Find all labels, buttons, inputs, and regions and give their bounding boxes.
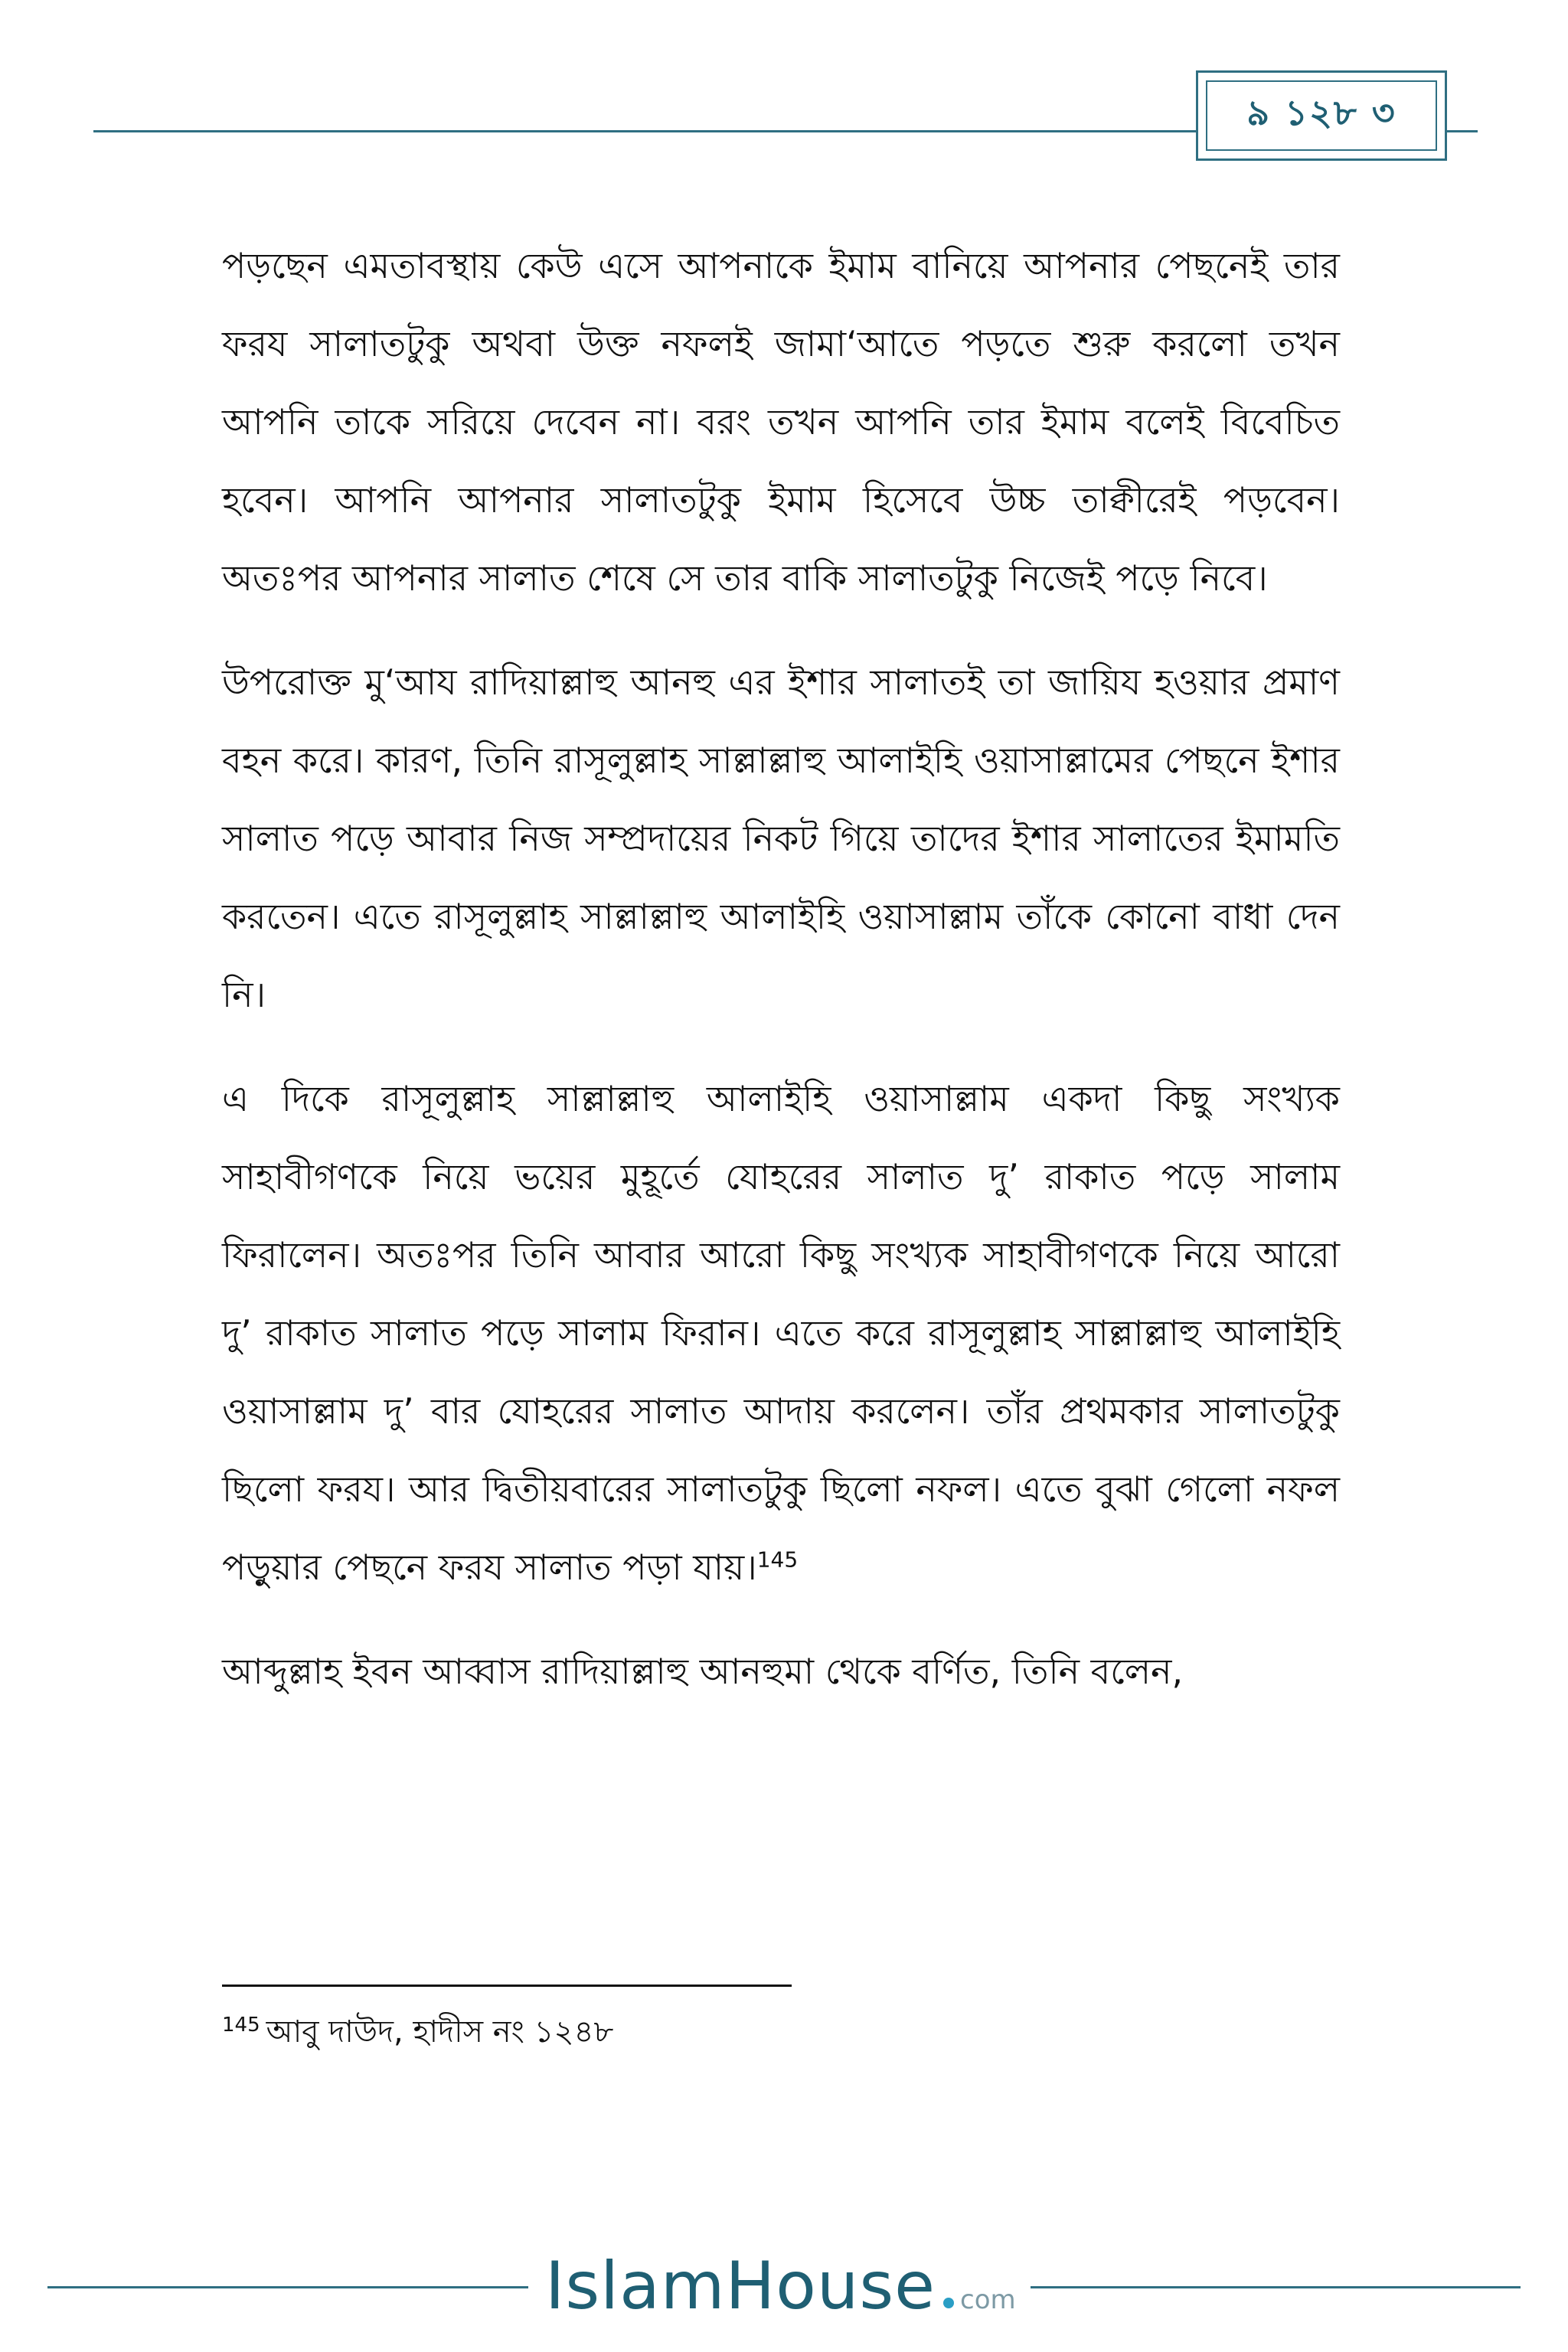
- paragraph-3-text: এ দিকে রাসূলুল্লাহ সাল্লাল্লাহু আলাইহি ওয়াসাল্লাম একদা কিছু সংখ্যক সাহাবীগণকে নিয়ে ভয়ের মুহূর্তে যোহরের সালাত দু’ রাকাত পড়ে সালাম ফিরালেন। অতঃপর তিনি আবার আরো কিছু সংখ্যক সাহাবীগণকে নিয়ে আরো দু’ রাকাত সালাত পড়ে সালাম ফিরান। এতে করে রাসূলুল্লাহ সাল্লাল্লাহু আলাইহি ওয়াসাল্লাম দু’ বার যোহরের সালাত আদায় করলেন। তাঁর প্রথমকার সালাতটুকু ছিলো ফরয। আর দ্বিতীয়বারের সালাতটুকু ছিলো নফল। এতে বুঝা গেলো নফল পড়ুয়ার পেছনে ফরয সালাত পড়া যায়।: [222, 1078, 1340, 1588]
- logo-dot-icon: [943, 2298, 954, 2308]
- footer-rule-left: [47, 2286, 528, 2288]
- paragraph-2: উপরোক্ত মু‘আয রাদিয়াল্লাহু আনহু এর ইশার সালাতই তা জায়িয হওয়ার প্রমাণ বহন করে। কারণ, তিনি রাসূলুল্লাহ সাল্লাল্লাহু আলাইহি ওয়াসাল্লামের পেছনে ইশার সালাত পড়ে আবার নিজ সম্প্রদায়ের নিকট গিয়ে তাদের ইশার সালাতের ইমামতি করতেন। এতে রাসূলুল্লাহ সাল্লাল্লাহু আলাইহি ওয়াসাল্লাম তাঁকে কোনো বাধা দেন নি।: [222, 662, 1340, 1015]
- page-number-frame: [1196, 70, 1447, 161]
- page-number: ৯ ১২৮ ৩: [1246, 92, 1396, 133]
- body-text: [222, 227, 1340, 1736]
- footnote-number: 145: [222, 2013, 260, 2037]
- footnote: [222, 2009, 613, 2055]
- footnote-reference[interactable]: 145: [756, 1547, 799, 1573]
- header-rule-right: [1447, 130, 1478, 132]
- logo-suffix: com: [960, 2285, 1016, 2315]
- footer-rule-right: [1031, 2286, 1521, 2288]
- islamhouse-logo: [545, 2248, 1016, 2324]
- logo-text: IslamHouse: [545, 2248, 936, 2324]
- footnote-separator: [222, 1984, 792, 1987]
- paragraph-1: পড়ছেন এমতাবস্থায় কেউ এসে আপনাকে ইমাম বানিয়ে আপনার পেছনেই তার ফরয সালাতটুকু অথবা উক্ত নফলই জামা‘আতে পড়তে শুরু করলো তখন আপনি তাকে সরিয়ে দেবেন না। বরং তখন আপনি তার ইমাম বলেই বিবেচিত হবেন। আপনি আপনার সালাতটুকু ইমাম হিসেবে উচ্চ তাক্বীরেই পড়বেন। অতঃপর আপনার সালাত শেষে সে তার বাকি সালাতটুকু নিজেই পড়ে নিবে।: [222, 245, 1340, 599]
- paragraph-3: [222, 1060, 1340, 1606]
- page-number-frame-inner: [1206, 80, 1437, 151]
- header-rule-left: [93, 130, 1196, 132]
- footnote-text: আবু দাউদ, হাদীস নং ১২৪৮: [266, 2014, 614, 2050]
- paragraph-4: আব্দুল্লাহ ইবন আব্বাস রাদিয়াল্লাহু আনহুমা থেকে বর্ণিত, তিনি বলেন,: [222, 1651, 1184, 1692]
